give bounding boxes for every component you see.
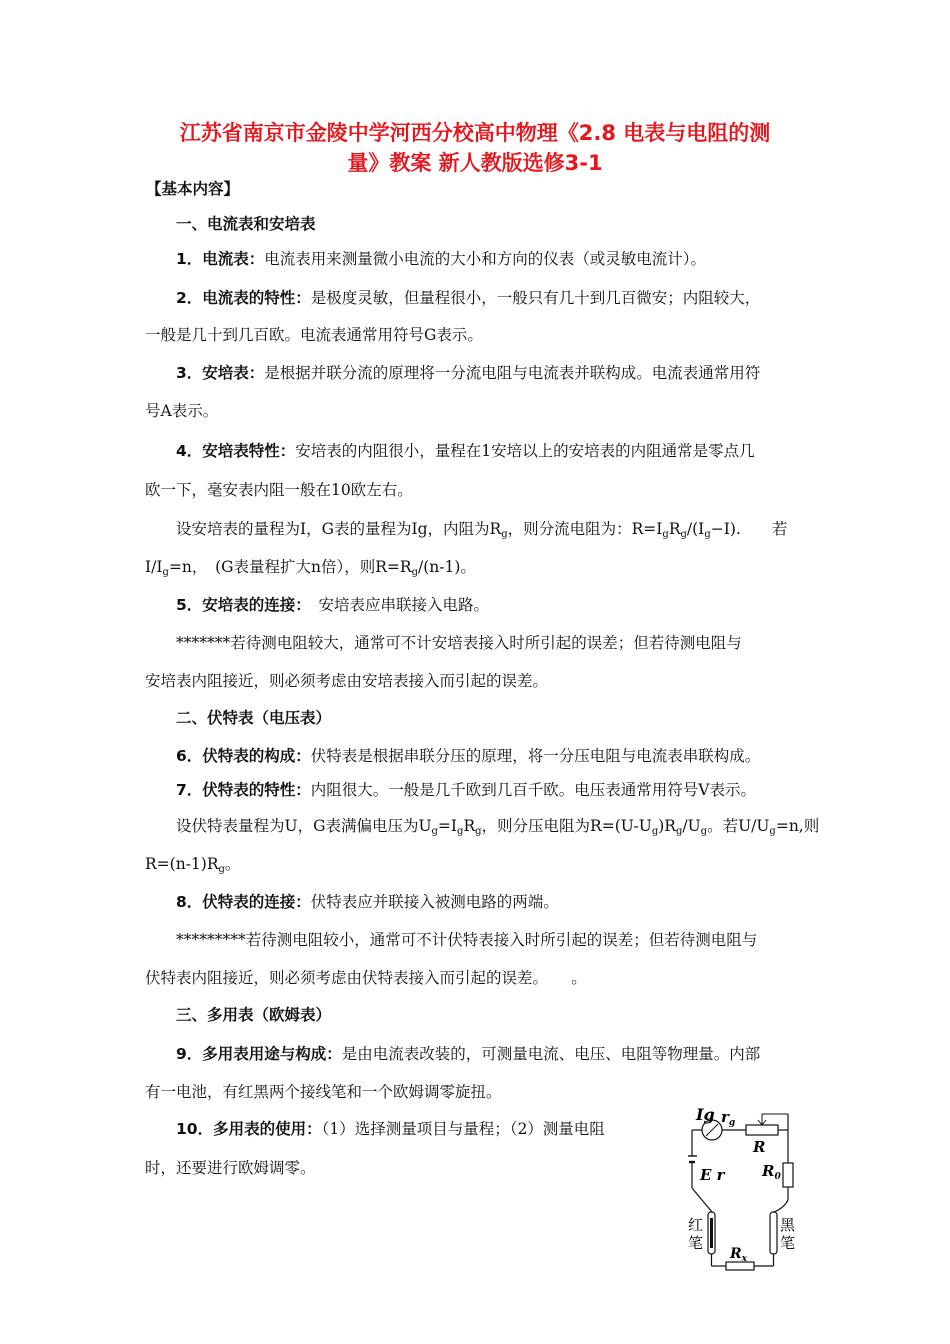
paragraph-3-text: 是根据并联分流的原理将一分流电阻与电流表并联构成。电流表通常用符 xyxy=(264,364,761,382)
black-lead-wire xyxy=(774,1200,788,1212)
variable-resistor-icon xyxy=(746,1125,778,1135)
formula-2-part-b: =n， (G表量程扩大n倍），则R=R xyxy=(168,558,412,576)
note-2: *********若待测电阻较小，通常可不计伏特表接入时所引起的误差；但若待测电阻与 xyxy=(176,931,758,949)
label-rx xyxy=(729,1246,748,1264)
document-title-line-2: 量》教案 新人教版选修3-1 xyxy=(347,151,603,175)
formula-line-3 xyxy=(176,815,819,837)
formula-1-part-d: /(I xyxy=(686,520,705,538)
section-heading-1: 一、电流表和安培表 xyxy=(176,215,316,233)
label-emf-e-r: E r xyxy=(700,1166,725,1184)
formula-line-4 xyxy=(145,853,240,875)
formula-4-part-b: 。 xyxy=(224,855,241,873)
paragraph-2-label: 2．电流表的特性： xyxy=(176,289,311,307)
label-rx-main: R xyxy=(730,1246,742,1262)
section-heading-2: 二、伏特表（电压表） xyxy=(176,709,332,727)
paragraph-5-text: 安培表应串联接入电路。 xyxy=(303,596,490,614)
subscript-g: g xyxy=(704,529,711,540)
label-r0-main: R xyxy=(762,1162,775,1180)
paragraph-10 xyxy=(176,1118,605,1140)
paragraph-6-label: 6．伏特表的构成： xyxy=(176,747,311,765)
paragraph-5-label: 5．安培表的连接： xyxy=(176,596,304,614)
red-lead-wire xyxy=(692,1188,712,1212)
paragraph-1-label: 1．电流表： xyxy=(176,250,265,268)
subscript-g: g xyxy=(700,826,708,837)
paragraph-10-label: 10．多用表的使用： xyxy=(176,1120,322,1138)
formula-1-part-e: −I xyxy=(710,520,730,538)
label-rg-sub: g xyxy=(728,1118,736,1128)
paragraph-4-label: 4．安培表特性： xyxy=(176,442,296,460)
galvanometer-needle xyxy=(706,1124,718,1136)
formula-4-part-a: R=(n-1)R xyxy=(145,855,219,873)
formula-3-part-h: =n,则 xyxy=(775,817,820,835)
subscript-g: g xyxy=(651,826,659,837)
formula-1-part-a: 设安培表的量程为I，G表的量程为Ig，内阻为R xyxy=(176,520,502,538)
note-2-continued: 伏特表内阻接近，则必须考虑由伏特表接入而引起的误差。 。 xyxy=(145,969,587,987)
formula-3-part-e: )R xyxy=(658,817,676,835)
resistor-r0-icon xyxy=(783,1163,793,1187)
paragraph-7 xyxy=(176,779,756,801)
paragraph-9 xyxy=(176,1043,760,1065)
paragraph-8-text: 伏特表应并联接入被测电路的两端。 xyxy=(310,893,559,911)
note-1-continued: 安培表内阻接近，则必须考虑由安培表接入而引起的误差。 xyxy=(145,672,549,690)
label-rx-sub: x xyxy=(741,1254,748,1264)
formula-3-part-b: =I xyxy=(437,817,458,835)
paragraph-10-text: （1）选择测量项目与量程；（2）测量电阻 xyxy=(321,1120,605,1138)
paragraph-4-continued: 欧一下，毫安表内阻一般在10欧左右。 xyxy=(145,481,413,499)
subscript-g: g xyxy=(501,529,508,540)
paragraph-1 xyxy=(176,248,706,270)
formula-line-1 xyxy=(176,518,787,540)
label-ig: Ig xyxy=(696,1108,715,1124)
paragraph-4 xyxy=(176,440,755,462)
formula-3-part-d: ，则分压电阻为R=(U-U xyxy=(481,817,652,835)
paragraph-2-continued: 一般是几十到几百欧。电流表通常用符号G表示。 xyxy=(145,326,483,344)
paragraph-2 xyxy=(176,287,760,309)
formula-1-part-f: ). 若 xyxy=(729,520,788,538)
formula-3-part-g: 。若U/U xyxy=(707,817,770,835)
paragraph-9-label: 9．多用表用途与构成： xyxy=(176,1045,342,1063)
subscript-g: g xyxy=(675,826,683,837)
paragraph-4-text: 安培表的内阻很小，量程在1安培以上的安培表的内阻通常是零点几 xyxy=(295,442,755,460)
paragraph-3 xyxy=(176,362,760,384)
subscript-g: g xyxy=(218,864,225,875)
subscript-g: g xyxy=(769,826,776,837)
subscript-g: g xyxy=(680,529,687,540)
subscript-g: g xyxy=(431,826,438,837)
paragraph-6 xyxy=(176,745,760,767)
formula-line-2 xyxy=(145,556,476,578)
black-probe-icon xyxy=(770,1212,777,1254)
paragraph-9-text: 是由电流表改装的，可测量电流、电压、电阻等物理量。内部 xyxy=(341,1045,761,1063)
paragraph-10-continued: 时，还要进行欧姆调零。 xyxy=(145,1159,316,1177)
red-probe-grip xyxy=(710,1218,713,1248)
section-heading-3: 三、多用表（欧姆表） xyxy=(176,1006,332,1024)
label-black-2: 笔 xyxy=(780,1234,796,1252)
label-red-1: 红 xyxy=(688,1216,704,1234)
formula-2-part-a: I/I xyxy=(145,558,163,576)
label-rg xyxy=(721,1108,735,1128)
formula-1-part-b: ，则分流电阻为：R=I xyxy=(507,520,663,538)
paragraph-1-text: 电流表用来测量微小电流的大小和方向的仪表（或灵敏电流计）。 xyxy=(264,250,707,268)
subscript-g: g xyxy=(475,826,482,837)
label-r: R xyxy=(753,1138,766,1156)
label-red-2: 笔 xyxy=(688,1234,704,1252)
basic-content-heading: 【基本内容】 xyxy=(146,180,240,198)
formula-1-part-c: R xyxy=(668,520,681,538)
formula-3-part-f: /U xyxy=(682,817,701,835)
formula-3-part-a: 设伏特表量程为U，G表满偏电压为U xyxy=(176,817,432,835)
note-1: *******若待测电阻较大，通常可不计安培表接入时所引起的误差；但若待测电阻与 xyxy=(176,634,742,652)
subscript-g: g xyxy=(411,567,418,578)
paragraph-6-text: 伏特表是根据串联分压的原理，将一分压电阻与电流表串联构成。 xyxy=(310,747,761,765)
formula-3-part-c: R xyxy=(463,817,476,835)
paragraph-5 xyxy=(176,594,489,616)
paragraph-2-text: 是极度灵敏，但量程很小，一般只有几十到几百微安；内阻较大， xyxy=(310,289,761,307)
subscript-g: g xyxy=(162,567,169,578)
paragraph-3-continued: 号A表示。 xyxy=(145,402,219,420)
label-r0 xyxy=(761,1162,781,1182)
paragraph-8-label: 8．伏特表的连接： xyxy=(176,893,311,911)
document-title-line-1: 江苏省南京市金陵中学河西分校高中物理《2.8 电表与电阻的测 xyxy=(179,121,771,145)
resistor-rx-icon xyxy=(726,1262,754,1270)
label-black-1: 黑 xyxy=(780,1216,796,1234)
subscript-g: g xyxy=(457,826,464,837)
paragraph-8 xyxy=(176,891,559,913)
label-r0-sub: 0 xyxy=(774,1172,781,1182)
subscript-g: g xyxy=(662,529,669,540)
formula-2-part-c: /(n-1)。 xyxy=(418,558,476,576)
paragraph-7-label: 7．伏特表的特性： xyxy=(176,781,311,799)
paragraph-7-text: 内阻很大。一般是几千欧到几百千欧。电压表通常用符号V表示。 xyxy=(310,781,756,799)
label-rg-main: r xyxy=(721,1108,729,1126)
paragraph-9-continued: 有一电池，有红黑两个接线笔和一个欧姆调零旋扭。 xyxy=(145,1083,502,1101)
paragraph-3-label: 3．安培表： xyxy=(176,364,265,382)
ohmmeter-circuit-diagram xyxy=(688,1108,798,1273)
